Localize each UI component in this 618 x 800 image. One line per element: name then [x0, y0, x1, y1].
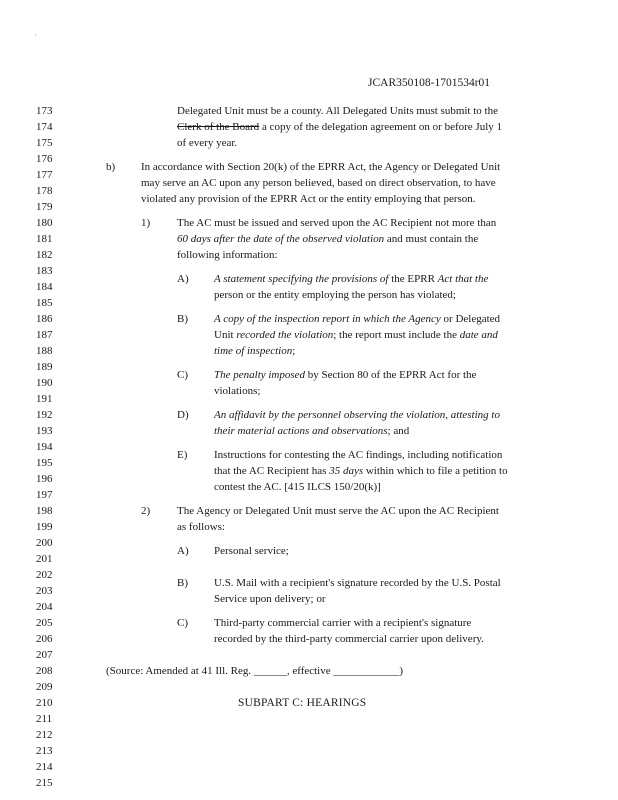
item-1c-line-2: violations;: [214, 385, 261, 397]
subpart-heading: SUBPART C: HEARINGS: [238, 697, 367, 709]
item-2b-line-2: Service upon delivery; or: [214, 593, 326, 605]
item-1a-line-1: A statement specifying the provisions of the EPRR Act that the: [214, 273, 489, 285]
section-b-line-1: In accordance with Section 20(k) of the EPRR Act, the Agency or Delegated Unit: [141, 161, 501, 173]
line-number: 212: [36, 729, 53, 741]
item-1e-line-2: that the AC Recipient has 35 days within which to file a petition to: [214, 465, 508, 477]
line-number: 183: [36, 265, 53, 277]
line-number: 194: [36, 441, 53, 453]
struck-text: Clerk of the Board: [177, 121, 260, 133]
line-number: 187: [36, 329, 53, 341]
line-number: 199: [36, 521, 53, 533]
line-number: 210: [36, 697, 53, 709]
line-number: 175: [36, 137, 53, 149]
item-2c-label: C): [177, 617, 188, 629]
line-number: 201: [36, 553, 53, 565]
item-1b-line-2: Unit recorded the violation; the report must include the date and: [214, 329, 498, 341]
item-2b-line-1: U.S. Mail with a recipient's signature recorded by the U.S. Postal: [214, 577, 501, 589]
item-2-label: 2): [141, 505, 151, 517]
section-b-label: b): [106, 161, 116, 173]
line-number: 195: [36, 457, 53, 469]
item-1a-line-2: person or the entity employing the person has violated;: [214, 289, 456, 301]
item-2a-label: A): [177, 545, 189, 557]
line-number: 189: [36, 361, 53, 373]
line-number: 177: [36, 169, 53, 181]
line-number: 185: [36, 297, 53, 309]
line-number: 204: [36, 601, 53, 613]
line-number: 180: [36, 217, 53, 229]
item-2-line-2: as follows:: [177, 521, 225, 533]
section-b-line-3: violated any provision of the EPRR Act or the entity employing that person.: [141, 193, 476, 205]
item-1d-line-2: their material actions and observations; and: [214, 425, 410, 437]
line-number: 192: [36, 409, 53, 421]
line-number: 196: [36, 473, 53, 485]
item-2c-line-2: recorded by the third-party commercial carrier upon delivery.: [214, 633, 484, 645]
item-1-line-1: The AC must be issued and served upon the AC Recipient not more than: [177, 217, 497, 229]
item-2a-line-1: Personal service;: [214, 545, 289, 557]
line-number: 179: [36, 201, 53, 213]
line-number: 206: [36, 633, 53, 645]
line-number: 188: [36, 345, 53, 357]
source-note: (Source: Amended at 41 Ill. Reg. ______, effective ____________): [106, 665, 404, 677]
line-number: 174: [36, 121, 53, 133]
line-number: 207: [36, 649, 53, 661]
line-number: 182: [36, 249, 53, 261]
item-1a-label: A): [177, 273, 189, 285]
line-number: 191: [36, 393, 53, 405]
line-number: 215: [36, 777, 53, 789]
item-1c-label: C): [177, 369, 188, 381]
item-1e-line-3: contest the AC. [415 ILCS 150/20(k)]: [214, 481, 381, 493]
line-number: 208: [36, 665, 53, 677]
line-number: 203: [36, 585, 53, 597]
item-2-line-1: The Agency or Delegated Unit must serve the AC upon the AC Recipient: [177, 505, 499, 517]
line-number: 197: [36, 489, 53, 501]
item-1d-line-1: An affidavit by the personnel observing the violation, attesting to: [214, 409, 500, 421]
line-number: 202: [36, 569, 53, 581]
line-number: 213: [36, 745, 53, 757]
corner-mark: ': [35, 33, 37, 42]
item-1b-line-1: A copy of the inspection report in which the Agency or Delegated: [214, 313, 501, 325]
line-number: 211: [36, 713, 53, 725]
line-number: 200: [36, 537, 53, 549]
line-number: 184: [36, 281, 53, 293]
line-number: 209: [36, 681, 53, 693]
item-1d-label: D): [177, 409, 189, 421]
line-number: 205: [36, 617, 53, 629]
item-1-label: 1): [141, 217, 151, 229]
line-number: 173: [36, 105, 53, 117]
document-header-code: JCAR350108-1701534r01: [368, 77, 491, 89]
line-number: 176: [36, 153, 53, 165]
item-1b-label: B): [177, 313, 188, 325]
item-1c-line-1: The penalty imposed by Section 80 of the EPRR Act for the: [214, 369, 477, 381]
line-number: 198: [36, 505, 53, 517]
section-b-line-2: may serve an AC upon any person believed, based on direct observation, to have: [141, 177, 496, 189]
line-number: 190: [36, 377, 53, 389]
item-2c-line-1: Third-party commercial carrier with a recipient's signature: [214, 617, 472, 629]
line-number: 186: [36, 313, 53, 325]
intro-line-3: of every year.: [177, 137, 238, 149]
line-number: 181: [36, 233, 53, 245]
item-1e-line-1: Instructions for contesting the AC findings, including notification: [214, 449, 503, 461]
line-number: 193: [36, 425, 53, 437]
line-number: 178: [36, 185, 53, 197]
item-2b-label: B): [177, 577, 188, 589]
intro-line-1: Delegated Unit must be a county. All Delegated Units must submit to the: [177, 105, 498, 117]
item-1e-label: E): [177, 449, 188, 461]
intro-line-2: Clerk of the Board a copy of the delegation agreement on or before July 1: [177, 121, 503, 133]
line-number: 214: [36, 761, 53, 773]
item-1-line-3: following information:: [177, 249, 278, 261]
item-1b-line-3: time of inspection;: [214, 345, 296, 357]
item-1-line-2: 60 days after the date of the observed violation and must contain the: [177, 233, 479, 245]
